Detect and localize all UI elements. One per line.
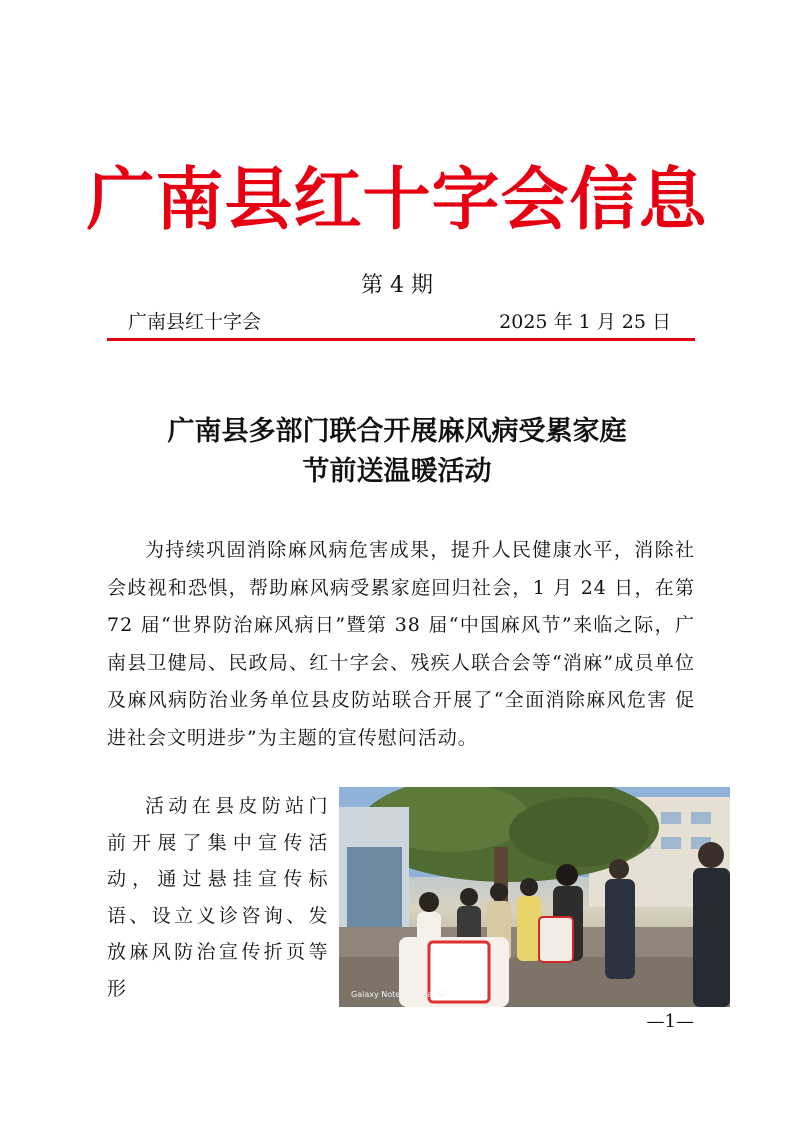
- article-title-line-1: 广南县多部门联合开展麻风病受累家庭: [167, 416, 627, 447]
- publish-date: 2025 年 1 月 25 日: [499, 311, 671, 333]
- publisher-name: 广南县红十字会: [128, 311, 262, 333]
- article-body: [107, 532, 695, 757]
- article-title: [0, 412, 794, 492]
- article-title-line-2: 节前送温暖活动: [302, 456, 492, 487]
- photo-watermark: Galaxy Note20 Ultra 5G: [351, 990, 447, 999]
- article-body-column: [107, 788, 329, 1007]
- paragraph-1: 为持续巩固消除麻风病危害成果，提升人民健康水平，消除社会歧视和恐惧，帮助麻风病受累家庭回归社会，1 月 24 日，在第 72 届“世界防治麻风病日”暨第 38 届“中国麻风节”来临之际，广南县卫健局、民政局、红十字会、残疾人联合会等“消麻”成员单位及麻风病防治业务单位县皮防站联合开展了“全面消除麻风危害 促进社会文明进步”为主题的宣传慰问活动。: [107, 539, 695, 749]
- issue-number: 第 4 期: [361, 273, 433, 298]
- header-divider: [107, 338, 695, 341]
- event-photo: [339, 787, 730, 1007]
- masthead-title: 广南县红十字会信息: [86, 160, 708, 240]
- paragraph-2: 活动在县皮防站门前开展了集中宣传活动，通过悬挂宣传标语、设立义诊咨询、发放麻风防治宣传折页等形: [107, 795, 329, 1000]
- event-photo-illustration: [339, 787, 730, 1007]
- page-number: —1—: [646, 1011, 694, 1032]
